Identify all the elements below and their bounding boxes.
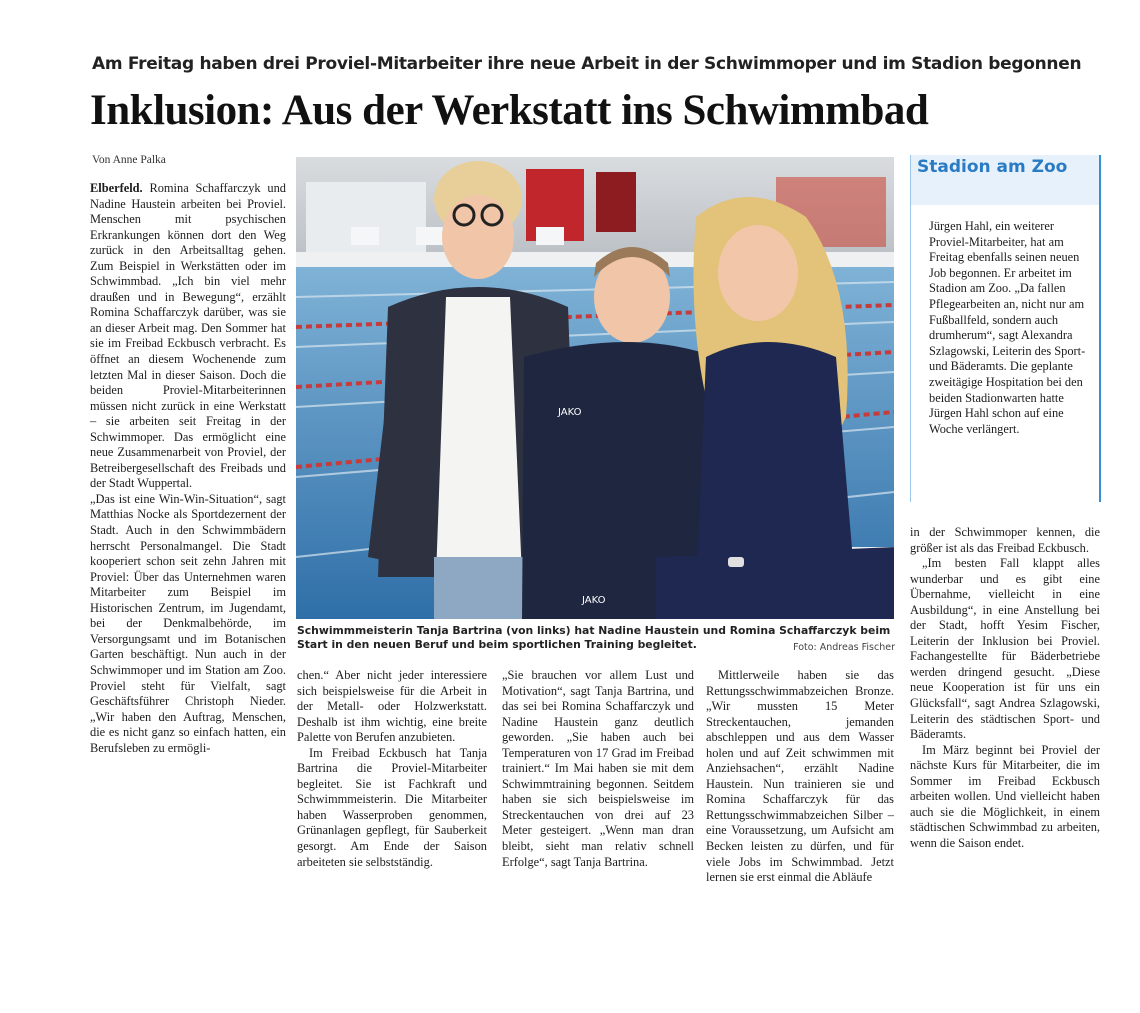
paragraph: Im Freibad Eckbusch hat Tanja Bartrina die Proviel-Mitarbeiter begleitet. Sie ist Fachkraft und Schwimmmeisterin. Die Mitarbeiter haben Wasserproben genommen, Grünanlagen gepflegt, für Sauberkeit gesorgt. Am Ende der Saison arbeiteten sie selbstständig. (297, 745, 487, 869)
text-column-5 (910, 525, 1100, 851)
paragraph-text: Romina Schaffarczyk und Nadine Haustein arbeiten bei Proviel. Menschen mit psychischen Erkrankungen können dort den Weg zurück in den Arbeitsalltag gehen. Zum Beispiel in Werkstätten oder im Schwimmbad. „Ich bin viel mehr draußen und in Bewegung“, erzählt Romina Schaffarczyk darüber, was sie an dieser Arbeit mag. Den Sommer hat sie im Freibad Eckbusch verbracht. Es öffnet an diesem Wochenende zum letzten Mal in dieser Saison. Doch die beiden Proviel-Mitarbeiterinnen müssen nicht zurück in eine Werkstatt – sie arbeiten seit Freitag in der Schwimmoper. Das ermöglicht eine neue Zusammenarbeit von Proviel, der Betreibergesellschaft des Freibads und der Stadt Wuppertal. (90, 181, 286, 491)
paragraph: „Sie brauchen vor allem Lust und Motivation“, sagt Tanja Bartrina, und das sei bei Romina Schaffarczyk und Nadine Haustein ganz deutlich geworden. „Sie haben auch bei Temperaturen von 17 Grad im Freibad trainiert.“ Im Mai haben sie mit dem Schwimmtraining begonnen. Seitdem haben sie sich beispielsweise im Streckentauchen von drei auf 23 Meter gesteigert. „Wenn man dran bleibt, sieht man relativ schnell Erfolge“, sagt Tanja Bartrina. (502, 668, 694, 869)
byline: Von Anne Palka (92, 154, 166, 166)
text-column-1 (90, 181, 286, 756)
paragraph: Im März beginnt bei Proviel der nächste Kurs für Mitarbeiter, die im Sommer im Freibad Eckbusch arbeiten wollen. Und vielleicht haben auch sie die Möglichkeit, in einem städtischen Schwimmbad zu arbeiten, wenn die Saison endet. (910, 742, 1100, 850)
text-column-3 (502, 668, 694, 870)
paragraph: chen.“ Aber nicht jeder interessiere sich beispielsweise für die Arbeit in der Metall- oder Holzwerkstatt. Deshalb ist ihm wichtig, eine breite Palette von Berufen anzubieten. (297, 668, 487, 745)
info-box-header (911, 155, 1099, 205)
dateline: Elberfeld. (90, 181, 143, 195)
info-box (910, 155, 1101, 502)
paragraph: in der Schwimmoper kennen, die größer ist als das Freibad Eckbusch. (910, 525, 1100, 555)
pool-photo-illustration (296, 157, 894, 619)
article-photo (296, 157, 894, 619)
photo-credit: Foto: Andreas Fischer (793, 642, 895, 653)
paragraph: „Das ist eine Win-Win-Situation“, sagt Matthias Nocke als Sportdezernent der Stadt. Auch in den Schwimmbädern herrscht Personalmangel. Die Stadt kooperiert schon seit zehn Jahren mit Proviel: Über das Unternehmen waren Mitarbeiter zum Beispiel im Historischen Zentrum, im Jugendamt, bei der Denkmalbehörde, im Versorgungsamt und im Botanischen Garten beschäftigt. Nun auch in der Schwimmoper und im Station am Zoo. Proviel steht für Vielfalt, sagt Geschäftsführer Christoph Nieder. „Wir haben den Auftrag, Menschen, die es nicht ganz so einfach hatten, ein Berufsleben zu ermögli- (90, 491, 286, 755)
photo-caption: Schwimmmeisterin Tanja Bartrina (von links) hat Nadine Haustein und Romina Schaffarczyk beim Start in den neuen Beruf und beim sportlichen Training begleitet. (297, 624, 891, 651)
article-subhead: Am Freitag haben drei Proviel-Mitarbeiter ihre neue Arbeit in der Schwimmoper und im Stadion begonnen (92, 54, 1082, 74)
shirt-logo: JAKO (558, 407, 582, 418)
shirt-logo: JAKO (582, 595, 606, 606)
text-column-2 (297, 668, 487, 870)
paragraph: „Im besten Fall klappt alles wunderbar und es gibt eine Übernahme, vielleicht in eine Ausbildung“, in eine Anstellung bei der Stadt, hofft Yesim Fischer, Leiterin der Inklusion bei Proviel. Fachangestellte für Bäderbetriebe werden dringend gesucht. „Diese neue Kooperation ist für uns ein Glücksfall“, sagt Andrea Szlagowski, Leiterin des städtischen Sport- und Bäderamts. (910, 556, 1100, 742)
paragraph (90, 181, 286, 492)
article-headline: Inklusion: Aus der Werkstatt ins Schwimmbad (90, 87, 929, 134)
text-column-4 (706, 668, 894, 886)
info-box-title: Stadion am Zoo (917, 157, 1068, 177)
info-box-text: Jürgen Hahl, ein weiterer Proviel-Mitarbeiter, hat am Freitag ebenfalls seinen neuen Job begonnen. Er arbeitet im Stadion am Zoo. „Da fallen Pflegearbeiten an, nicht nur am Fußballfeld, sondern auch drumherum“, sagt Alexandra Szlagowski, Leiterin des Sport- und Bäderamts. Die geplante zweitägige Hospitation bei den beiden Stadionwarten hatte Jürgen Hahl schon auf eine Woche verlängert. (929, 219, 1086, 436)
paragraph: Mittlerweile haben sie das Rettungsschwimmabzeichen Bronze. „Wir mussten 15 Meter Streckentauchen, jemanden abschleppen und aus dem Wasser holen und auf Zeit schwimmen mit Anziehsachen“, erzählt Nadine Haustein. Nun trainieren sie und Romina Schaffarczyk für das Rettungsschwimmabzeichen Silber – eine Voraussetzung, um Aufsicht am Becken leisten zu dürfen, und für viele Jobs im Schwimmbad. Jetzt lernen sie erst einmal die Abläufe (706, 668, 894, 885)
